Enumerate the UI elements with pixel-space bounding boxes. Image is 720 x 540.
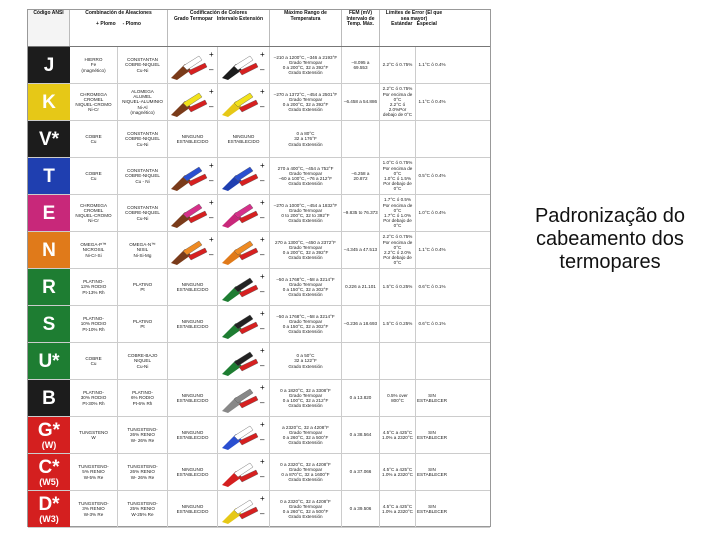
table-row	[28, 84, 490, 121]
wire-icon	[169, 87, 216, 117]
error-special: 1.1°C ó 0.4%	[418, 62, 446, 68]
thermocouple-color-code-table	[27, 9, 491, 527]
header-color	[168, 10, 270, 46]
tc-grade-wire	[168, 491, 218, 527]
wire-icon	[220, 494, 268, 524]
plus-sign: +	[259, 87, 265, 96]
wire-icon	[220, 346, 268, 376]
ansi-code-cell	[28, 343, 70, 379]
plus-sign: +	[209, 235, 214, 244]
error-standard: 1.5°C ó 0.25%	[380, 269, 416, 305]
plus-sign: +	[209, 161, 214, 170]
table-row	[28, 306, 490, 343]
tc-grade-wire	[168, 232, 218, 268]
error-standard: 1.7°C ó 0.5% Por encima de 0°C 1.7°C ó 1.0% Por debajo de 0°C	[380, 195, 416, 231]
ansi-code-cell	[28, 269, 70, 305]
table-header	[28, 10, 490, 47]
header-limits-title: Límites de Error (El que sea mayor)	[385, 10, 443, 22]
alloy-negative: TUNGSTENO- 25% RENIO W-25% Re	[118, 491, 168, 527]
ansi-code: J	[43, 54, 55, 76]
ext-grade-wire	[218, 47, 270, 83]
alloy-positive: COBRE Cu	[70, 158, 118, 194]
table-row	[28, 232, 490, 269]
ext-grade-wire	[218, 491, 270, 527]
none-established: NINGUNO ESTABLECIDO	[176, 392, 209, 403]
wire-icon	[220, 198, 268, 228]
table-row	[28, 195, 490, 232]
alloy-positive: OMEGA-P™ NICROSIL Ni-Cr-Si	[70, 232, 118, 268]
wire-icon	[169, 161, 216, 191]
tc-grade-wire	[168, 84, 218, 120]
error-special: SIN ESTABLECER	[416, 429, 448, 440]
emf-range: 0 a 39.506	[342, 491, 380, 527]
tc-grade-wire	[168, 47, 218, 83]
table-row	[28, 47, 490, 84]
ext-grade-wire	[218, 84, 270, 120]
max-temp-range: 270 a 1300°C, –450 a 2372°F Grado Termopar 0 a 200°C, 32 a 392°F Grado Extensión	[270, 232, 342, 268]
emf-range	[342, 343, 380, 379]
alloy-negative: CONSTANTAN COBRE-NIQUEL Cu-Ni	[118, 121, 168, 157]
header-alloy-neg: - Plomo	[122, 21, 141, 28]
none-established: NINGUNO ESTABLECIDO	[176, 503, 209, 514]
minus-sign: –	[259, 361, 264, 370]
table-row	[28, 417, 490, 454]
max-temp-range: 0 a 80°C 32 a 176°F Grado Extensión	[270, 121, 342, 157]
minus-sign: –	[209, 213, 214, 222]
tc-grade-wire	[168, 195, 218, 231]
alloy-positive: TUNGSTENO- 3% RENIO W-3% Re	[70, 491, 118, 527]
ext-grade-wire	[218, 121, 270, 157]
ext-grade-wire	[218, 232, 270, 268]
error-standard: 2.2°C ó 0.75% Por encima de 0°C 2.2°C ó 2.0%Por debajo de 0°C	[380, 84, 416, 120]
none-established: NINGUNO ESTABLECIDO	[176, 429, 209, 440]
error-standard: 1.0°C ó 0.75% Por encima de 0°C 1.0°C ó 1.5% Por debajo de 0°C	[380, 158, 416, 194]
alloy-negative: CONSTANTAN COBRE-NIQUEL Cu - Ni	[118, 158, 168, 194]
tc-grade-wire	[168, 380, 218, 416]
tc-grade-wire	[168, 417, 218, 453]
wire-icon	[169, 235, 216, 265]
header-color-ext: Intervalo Extensión	[216, 15, 264, 22]
alloy-negative: TUNGSTENO- 26% RENIO W- 26% Re	[118, 417, 168, 453]
emf-range: 0 a 38.564	[342, 417, 380, 453]
ansi-code: K	[42, 91, 56, 113]
error-special: 0.6°C ó 0.1%	[418, 321, 446, 327]
ext-grade-wire	[218, 195, 270, 231]
alloy-positive: TUNGSTENO W	[70, 417, 118, 453]
header-limits	[380, 10, 448, 46]
plus-sign: +	[259, 198, 265, 207]
none-established: NINGUNO ESTABLECIDO	[176, 318, 209, 329]
header-alloy-pos: + Plomo	[96, 21, 116, 28]
max-temp-range: –270 a 1372°C, –454 a 2501°F Grado Termopar 0 a 200°C, 32 a 392°F Grado Extensión	[270, 84, 342, 120]
plus-sign: +	[209, 198, 214, 207]
ansi-code-sub: (W3)	[39, 513, 59, 524]
tc-grade-wire	[168, 306, 218, 342]
none-established: NINGUNO ESTABLECIDO	[227, 133, 260, 144]
plus-sign: +	[259, 235, 265, 244]
max-temp-range: 0 a 50°C 32 a 122°F Grado Extensión	[270, 343, 342, 379]
ansi-code: T	[43, 165, 55, 187]
ansi-code-sub: (W)	[41, 439, 57, 450]
ansi-code-cell	[28, 306, 70, 342]
wire-icon	[220, 272, 268, 302]
header-color-title: Codificación de Colores	[189, 10, 248, 16]
ansi-code: E	[42, 202, 56, 224]
wire-icon	[220, 87, 268, 117]
minus-sign: –	[259, 324, 264, 333]
tc-grade-wire	[168, 343, 218, 379]
header-code: Código ANSI	[28, 10, 70, 46]
ansi-code: B	[42, 387, 56, 409]
minus-sign: –	[259, 102, 264, 111]
none-established: NINGUNO ESTABLECIDO	[176, 466, 209, 477]
plus-sign: +	[259, 161, 265, 170]
max-temp-range: –50 a 1768°C, –58 a 3214°F Grado Termopar 0 a 150°C, 32 a 302°F Grado Extensión	[270, 269, 342, 305]
max-temp-range: a 2320°C, 32 a 4208°F Grado Termopar 0 a 260°C, 32 a 500°F Grado Extensión	[270, 417, 342, 453]
error-special	[416, 121, 448, 157]
emf-range: –8.095 a 69.553	[342, 47, 380, 83]
emf-range: 0.226 a 21.101	[342, 269, 380, 305]
table-row	[28, 380, 490, 417]
header-alloy-title: Combinación de Aleaciones	[85, 10, 152, 16]
ansi-code: N	[42, 239, 56, 261]
table-row	[28, 491, 490, 528]
max-temp-range: 0 a 2320°C, 32 a 4208°F Grado Termopar 0 a 870°C, 32 a 1600°F Grado Extensión	[270, 454, 342, 490]
max-temp-range: 270 a 400°C, –454 a 752°F Grado Termopar –60 a 100°C, –76 a 212°F Grado Extensión	[270, 158, 342, 194]
minus-sign: –	[259, 65, 264, 74]
alloy-positive: PLATINO- 30% RODIO Pt-30% Rh	[70, 380, 118, 416]
minus-sign: –	[259, 472, 264, 481]
max-temp-range: –50 a 1768°C, –58 a 3214°F Grado Termopar 0 a 150°C, 32 a 302°F Grado Extensión	[270, 306, 342, 342]
minus-sign: –	[259, 509, 264, 518]
error-standard: 2.2°C ó 0.75% Por encima de 0°C 2.2°C ó 2.0% Por debajo de 0°C	[380, 232, 416, 268]
ansi-code-cell	[28, 158, 70, 194]
emf-range: 0 a 37.066	[342, 454, 380, 490]
minus-sign: –	[209, 102, 214, 111]
plus-sign: +	[259, 494, 265, 503]
table-row	[28, 454, 490, 491]
wire-icon	[220, 235, 268, 265]
alloy-positive: COBRE Cu	[70, 121, 118, 157]
error-standard: 1.5°C ó 0.25%	[380, 306, 416, 342]
wire-icon	[220, 457, 268, 487]
header-color-tc: Grado Termopar	[173, 15, 213, 22]
ansi-code-cell	[28, 232, 70, 268]
tc-grade-wire	[168, 269, 218, 305]
error-special: 0.5°C ó 0.4%	[418, 173, 446, 179]
error-special: SIN ESTABLECER	[416, 503, 448, 514]
plus-sign: +	[259, 420, 265, 429]
alloy-positive: PLATINO- 10% RODIO Pt-10% Rh	[70, 306, 118, 342]
plus-sign: +	[259, 383, 265, 392]
table-row	[28, 121, 490, 158]
none-established: NINGUNO ESTABLECIDO	[176, 281, 209, 292]
ext-grade-wire	[218, 454, 270, 490]
plus-sign: +	[259, 272, 265, 281]
tc-grade-wire	[168, 121, 218, 157]
wire-icon	[220, 161, 268, 191]
header-range: Máximo Rango de Temperatura	[270, 10, 342, 46]
minus-sign: –	[259, 435, 264, 444]
ansi-code-cell	[28, 454, 70, 490]
max-temp-range: –210 a 1200°C, –346 a 2193°F Grado Termopar 0 a 200°C, 32 a 392°F Grado Extensión	[270, 47, 342, 83]
minus-sign: –	[209, 250, 214, 259]
header-std: Estándar	[391, 21, 413, 28]
max-temp-range: –270 a 1000°C, –454 a 1832°F Grado Termopar 0 to 200°C, 32 to 392°F Grado Extensión	[270, 195, 342, 231]
plus-sign: +	[259, 457, 265, 466]
tc-grade-wire	[168, 454, 218, 490]
wire-icon	[220, 50, 268, 80]
ansi-code-cell	[28, 491, 70, 527]
ext-grade-wire	[218, 380, 270, 416]
emf-range: –6.458 a 54.886	[342, 84, 380, 120]
ext-grade-wire	[218, 417, 270, 453]
error-standard	[380, 121, 416, 157]
alloy-positive: HIERRO Fe (magnético)	[70, 47, 118, 83]
ansi-code-cell	[28, 417, 70, 453]
ansi-code: S	[42, 313, 56, 335]
alloy-negative: PLATINO Pt	[118, 269, 168, 305]
alloy-positive: COBRE Cu	[70, 343, 118, 379]
wire-icon	[169, 198, 216, 228]
ansi-code-cell	[28, 121, 70, 157]
error-special: 1.0°C ó 0.4%	[418, 210, 446, 216]
alloy-negative: OMEGA-N™ NISIL Ni-Si-Mg	[118, 232, 168, 268]
alloy-negative: PLATINO- 6% RODIO Pt-6% Rh	[118, 380, 168, 416]
max-temp-range: 0 a 2320°C, 32 a 4208°F Grado Termopar 0 a 260°C, 32 a 500°F Grado Extensión	[270, 491, 342, 527]
alloy-negative: CONSTANTAN COBRE-NIQUEL Cu-Ni	[118, 47, 168, 83]
error-special: 1.1°C ó 0.4%	[418, 99, 446, 105]
error-special: 1.1°C ó 0.4%	[418, 247, 446, 253]
ansi-code-cell	[28, 380, 70, 416]
alloy-negative: ALOMEGA ALUMEL NIQUEL-ALUMINIO Ni-Al (magnético)	[118, 84, 168, 120]
ansi-code: D*	[38, 493, 60, 515]
table-row	[28, 269, 490, 306]
table-row	[28, 343, 490, 380]
minus-sign: –	[259, 213, 264, 222]
ansi-code: V*	[38, 128, 60, 150]
plus-sign: +	[209, 50, 214, 59]
alloy-negative: CONSTANTAN COBRE-NIQUEL Cu-Ni	[118, 195, 168, 231]
error-standard: 4.5°C a 425°C 1.0% a 2320°C	[380, 417, 416, 453]
emf-range: –6.258 a 20.872	[342, 158, 380, 194]
ansi-code-sub: (W5)	[39, 476, 59, 487]
max-temp-range: 0 a 1820°C, 32 a 3308°F Grado Termopar 0 a 100°C, 32 a 212°F Grado Extensión	[270, 380, 342, 416]
error-special: SIN ESTABLECER	[416, 392, 448, 403]
wire-icon	[220, 420, 268, 450]
error-standard	[380, 343, 416, 379]
minus-sign: –	[209, 65, 214, 74]
emf-range: –0.236 a 18.693	[342, 306, 380, 342]
emf-range: 0 a 13.820	[342, 380, 380, 416]
ext-grade-wire	[218, 269, 270, 305]
ansi-code: R	[42, 276, 56, 298]
error-special	[416, 343, 448, 379]
error-standard: 2.2°C ó 0.75%	[380, 47, 416, 83]
wire-icon	[220, 383, 268, 413]
emf-range: –4.345 a 47.513	[342, 232, 380, 268]
ext-grade-wire	[218, 343, 270, 379]
alloy-negative: COBRE-BAJO NIQUEL Cu-Ni	[118, 343, 168, 379]
minus-sign: –	[259, 287, 264, 296]
error-standard: 4.5°C a 425°C 1.0% a 2320°C	[380, 454, 416, 490]
header-special: Especial	[416, 21, 437, 28]
ansi-code-cell	[28, 195, 70, 231]
ext-grade-wire	[218, 306, 270, 342]
table-row	[28, 158, 490, 195]
alloy-positive: CHROMEGA CROMEL NIQUEL-CROMO Ni-Cr	[70, 84, 118, 120]
emf-range: –9.835 to 76.373	[342, 195, 380, 231]
ansi-code: C*	[38, 456, 60, 478]
minus-sign: –	[259, 398, 264, 407]
header-emf: FEM (mV) Intervalo de Temp. Máx.	[342, 10, 380, 46]
alloy-positive: CHROMEGA CROMEL NIQUEL-CROMO Ni-Cr	[70, 195, 118, 231]
ansi-code: G*	[37, 419, 61, 441]
tc-grade-wire	[168, 158, 218, 194]
minus-sign: –	[209, 176, 214, 185]
emf-range	[342, 121, 380, 157]
plus-sign: +	[209, 87, 214, 96]
alloy-positive: TUNGSTENO- 5% RENIO W-5% Re	[70, 454, 118, 490]
ansi-code-cell	[28, 84, 70, 120]
plus-sign: +	[259, 309, 265, 318]
ext-grade-wire	[218, 158, 270, 194]
none-established: NINGUNO ESTABLECIDO	[176, 133, 209, 144]
wire-icon	[220, 309, 268, 339]
slide-title: Padronização do cabeamento dos termopares	[534, 205, 686, 273]
error-special: 0.6°C ó 0.1%	[418, 284, 446, 290]
header-alloy	[70, 10, 168, 46]
alloy-negative: TUNGSTENO- 26% RENIO W- 26% Re	[118, 454, 168, 490]
plus-sign: +	[259, 346, 265, 355]
error-standard: 4.5°C a 425°C 1.0% a 2320°C	[380, 491, 416, 527]
ansi-code-cell	[28, 47, 70, 83]
minus-sign: –	[259, 176, 264, 185]
ansi-code: U*	[38, 350, 60, 372]
alloy-positive: PLATINO- 13% RODIO Pt-13% Rh	[70, 269, 118, 305]
minus-sign: –	[259, 250, 264, 259]
alloy-negative: PLATINO Pt	[118, 306, 168, 342]
error-special: SIN ESTABLECER	[416, 466, 448, 477]
plus-sign: +	[259, 50, 265, 59]
error-standard: 0.5% over 800°C	[380, 380, 416, 416]
wire-icon	[169, 50, 216, 80]
